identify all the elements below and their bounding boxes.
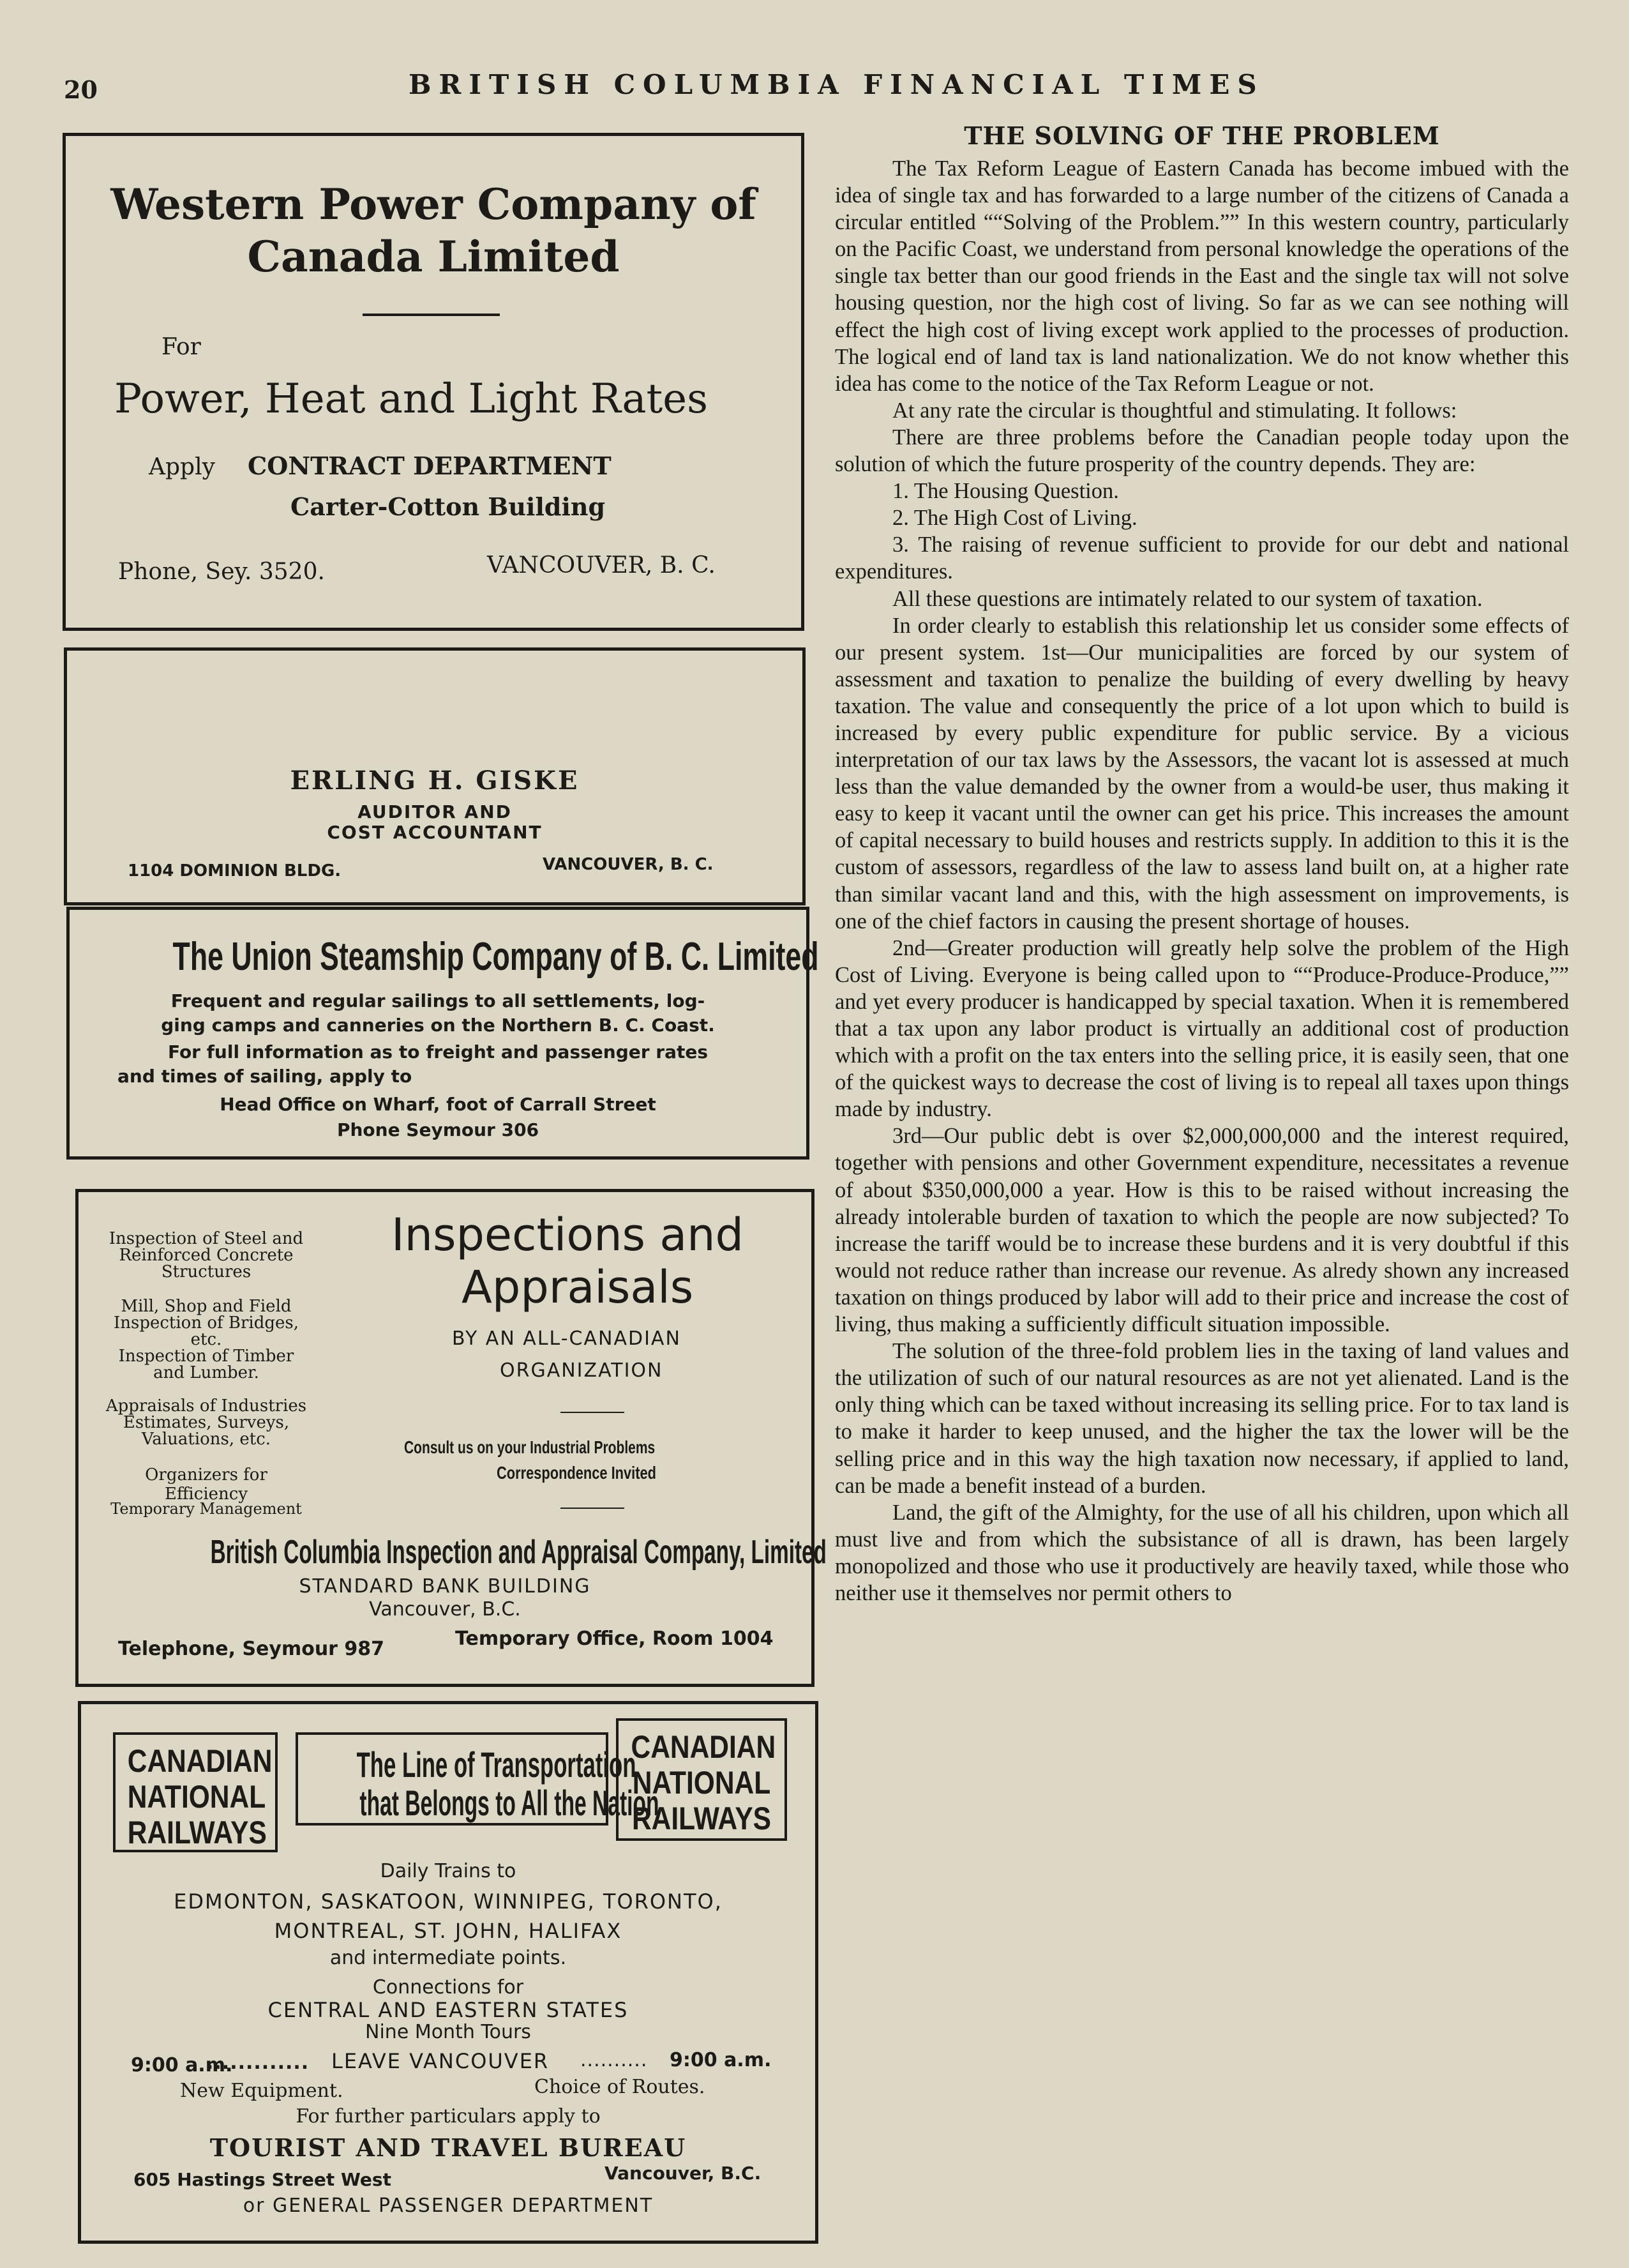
- cnr-logo-right: [616, 1718, 787, 1841]
- cnr-dots-left: .............: [206, 2052, 310, 2074]
- cnr-central: CENTRAL AND EASTERN STATES: [267, 1998, 629, 2022]
- cnr-logo-left: [113, 1732, 278, 1852]
- inspection-service-1: Inspection of Steel and Reinforced Concrete Structures: [109, 1229, 304, 1281]
- ad-union-steamship: [66, 907, 819, 1160]
- cnr-depart-left: 9:00 a.m.: [131, 2054, 233, 2076]
- article: [835, 121, 1569, 1606]
- divider: [363, 314, 500, 316]
- cnr-cities-1: EDMONTON, SASKATOON, WINNIPEG, TORONTO,: [174, 1889, 723, 1914]
- article-paragraph: 2nd—Greater production will greatly help solve the problem of the High Cost of Living. Everyone is being called upon to ““Produce-Produce-Produce,”” and yet every producer is handicapped by special taxation. When it is remembered that a tax upon any labor product is virtually an additional cost of production which with a profit on the tax enters into the selling price, it is easily seen, that one of the quickest ways to decrease the cost of living is to repeal all taxes upon things made by industry.: [835, 935, 1569, 1122]
- inspection-service-5: Organizers for Efficiency: [145, 1465, 267, 1504]
- article-list-item: 2. The High Cost of Living.: [892, 506, 1137, 531]
- union-line-6: Phone Seymour 306: [336, 1119, 539, 1140]
- inspection-service-6: Temporary Management: [110, 1500, 302, 1518]
- inspection-company: British Columbia Inspection and Appraisal Company, Limited: [210, 1534, 827, 1571]
- inspection-temp-office: Temporary Office, Room 1004: [455, 1628, 774, 1650]
- cnr-bureau: TOURIST AND TRAVEL BUREAU: [209, 2133, 687, 2162]
- ad-inspection-appraisal: [75, 1189, 827, 1687]
- ad-western-power: [63, 133, 804, 631]
- article-list-item: 3. The raising of revenue sufficient to provide for our debt and national expenditures.: [835, 533, 1569, 584]
- inspection-service-3: Inspection of Timber and Lumber.: [118, 1347, 294, 1382]
- cnr-logo-left-3: RAILWAYS: [127, 1815, 267, 1850]
- cnr-nine: Nine Month Tours: [365, 2021, 531, 2043]
- article-list-item: 1. The Housing Question.: [892, 479, 1119, 504]
- cnr-dots-right: ..........: [580, 2049, 648, 2071]
- cnr-logo-right-2: NATIONAL: [632, 1765, 771, 1801]
- western-power-rates: Power, Heat and Light Rates: [114, 375, 708, 423]
- page-number: 20: [64, 75, 98, 104]
- inspection-headline-2: Appraisals: [462, 1261, 694, 1313]
- cnr-logo-left-1: CANADIAN: [127, 1743, 273, 1779]
- inspection-telephone: Telephone, Seymour 987: [118, 1638, 385, 1660]
- western-power-title-2: Canada Limited: [247, 232, 620, 282]
- article-paragraph: In order clearly to establish this relationship let us consider some effects of our present system. 1st—Our municipalities are forced by our system of assessment and taxation to penalize the building of every dwelling by heavy taxation. The value and consequently the price of a lot upon which to build is increased by every public expenditure for public service. By a vicious interpretation of our tax laws by the Assessors, the vacant lot is assessed at much less than the value demanded by the owner from a would-be user, thus making it easy to keep it vacant until the owner can get his price. This increases the amount of capital necessary to build houses and restricts supply. In addition to this it is the custom of assessors, regardless of the law to assess land built on, at a higher rate than similar vacant land and this, with the high assessment on improvements, is one of the chief factors in causing the present shortage of houses.: [835, 613, 1569, 934]
- giske-address: 1104 DOMINION BLDG.: [128, 861, 342, 881]
- cnr-intermediate: and intermediate points.: [329, 1947, 567, 1969]
- cnr-slogan-box: [296, 1732, 659, 1826]
- western-power-phone: Phone, Sey. 3520.: [118, 559, 325, 585]
- inspection-city: Vancouver, B.C.: [369, 1598, 521, 1621]
- article-paragraph: All these questions are intimately related to our system of taxation.: [892, 586, 1483, 611]
- ad-erling-giske: [64, 647, 806, 905]
- cnr-daily: Daily Trains to: [380, 1860, 516, 1882]
- divider: [560, 1508, 624, 1509]
- inspection-correspondence: Correspondence Invited: [497, 1463, 657, 1483]
- union-line-4: and times of sailing, apply to: [117, 1066, 412, 1087]
- inspection-building: STANDARD BANK BUILDING: [299, 1575, 591, 1598]
- publication-title: BRITISH COLUMBIA FINANCIAL TIMES: [409, 69, 1265, 100]
- ad-canadian-national-railways: [78, 1701, 818, 2244]
- cnr-logo-right-3: RAILWAYS: [631, 1801, 772, 1836]
- article-paragraph: The Tax Reform League of Eastern Canada has become imbued with the idea of single tax and has forwarded to a large number of the citizens of Canada a circular entitled ““Solving of the Problem.”” In this western country, particularly on the Pacific Coast, we understand from personal knowledge the operations of the single tax better than our good friends in the East and the single tax will not solve housing question, nor the high cost of living. So far as we can see nothing will effect the high cost of living except work applied to the processes of production. The logical end of land tax is land nationalization. We do not know whether this idea has come to the notice of the Tax Reform League or not.: [835, 156, 1569, 396]
- article-paragraph: Land, the gift of the Almighty, for the use of all his children, upon which all must live and from which the subsistance of all is drawn, has been largely monopolized and those who use it productively are heavily taxed, while those who neither use it themselves nor permit others to: [835, 1500, 1569, 1605]
- union-line-1: Frequent and regular sailings to all settlements, log-: [170, 990, 705, 1011]
- giske-name: ERLING H. GISKE: [290, 766, 580, 796]
- union-line-2: ging camps and canneries on the Northern B. C. Coast.: [161, 1015, 715, 1036]
- inspection-headline-1: Inspections and: [391, 1209, 744, 1261]
- article-paragraph: At any rate the circular is thoughtful and stimulating. It follows:: [892, 398, 1457, 423]
- cnr-address: 605 Hastings Street West: [133, 2169, 391, 2190]
- cnr-slogan-2: that Belongs to All the Nation: [359, 1783, 659, 1823]
- western-power-city: VANCOUVER, B. C.: [487, 552, 716, 578]
- cnr-routes: Choice of Routes.: [534, 2076, 705, 2098]
- cnr-logo-left-2: NATIONAL: [127, 1779, 266, 1815]
- union-line-3: For full information as to freight and passenger rates: [167, 1041, 709, 1062]
- inspection-by-2: ORGANIZATION: [500, 1359, 663, 1382]
- cnr-cities-2: MONTREAL, ST. JOHN, HALIFAX: [274, 1919, 622, 1943]
- giske-city: VANCOUVER, B. C.: [543, 855, 714, 874]
- article-paragraph: There are three problems before the Canadian people today upon the solution of which the future prosperity of the country depends. They are:: [835, 425, 1569, 477]
- cnr-leave: LEAVE VANCOUVER: [331, 2049, 550, 2073]
- union-line-5: Head Office on Wharf, foot of Carrall Street: [220, 1094, 656, 1115]
- western-power-title-1: Western Power Company of: [110, 179, 756, 229]
- cnr-slogan-1: The Line of Transportation: [356, 1744, 636, 1785]
- giske-role-1: AUDITOR AND: [357, 801, 512, 822]
- cnr-equipment: New Equipment.: [180, 2080, 343, 2102]
- cnr-logo-right-1: CANADIAN: [631, 1729, 776, 1765]
- inspection-service-2: Mill, Shop and Field Inspection of Bridges, etc.: [113, 1297, 299, 1349]
- inspection-consult: Consult us on your Industrial Problems: [404, 1437, 656, 1457]
- article-paragraph: The solution of the three-fold problem lies in the taxing of land values and the utilization of such of our natural resources as are not yet alienated. Land is the only thing which can be taxed without increasing its selling price. For to tax land is to make it harder to keep unused, and the higher the tax the lower will be the selling price and in this way the high taxation now necessary, if applied to land, can be made a benefit instead of a burden.: [835, 1339, 1569, 1498]
- inspection-by-1: BY AN ALL-CANADIAN: [452, 1327, 681, 1350]
- cnr-depart-right: 9:00 a.m.: [670, 2049, 772, 2071]
- western-power-dept: CONTRACT DEPARTMENT: [248, 451, 612, 480]
- inspection-service-4: Appraisals of Industries Estimates, Surveys, Valuations, etc.: [105, 1396, 307, 1449]
- cnr-city: Vancouver, B.C.: [604, 2163, 762, 2184]
- western-power-for: For: [161, 334, 201, 360]
- article-title: THE SOLVING OF THE PROBLEM: [964, 121, 1440, 150]
- western-power-apply: Apply: [149, 454, 215, 480]
- cnr-general: or GENERAL PASSENGER DEPARTMENT: [243, 2195, 654, 2217]
- article-paragraph: 3rd—Our public debt is over $2,000,000,000 and the interest required, together with pensions and other Government expenditure, necessitates a revenue of about $350,000,000 a year. How is this to be raised without increasing the already intolerable burden of taxation to which the people are now subjected? To increase the tariff would be to increase these burdens and it is very doubtful if this would not reduce rather than increase our revenue. As alredy shown any increased taxation on things produced by labor will add to their price and increase the cost of living, thus making a sufficiently difficult situation impossible.: [835, 1124, 1569, 1337]
- cnr-further: For further particulars apply to: [296, 2105, 601, 2128]
- union-title: The Union Steamship Company of B. C. Limited: [172, 935, 819, 979]
- cnr-connections: Connections for: [372, 1976, 524, 1999]
- divider: [560, 1412, 624, 1413]
- giske-role-2: COST ACCOUNTANT: [327, 822, 543, 843]
- western-power-building: Carter-Cotton Building: [290, 492, 606, 521]
